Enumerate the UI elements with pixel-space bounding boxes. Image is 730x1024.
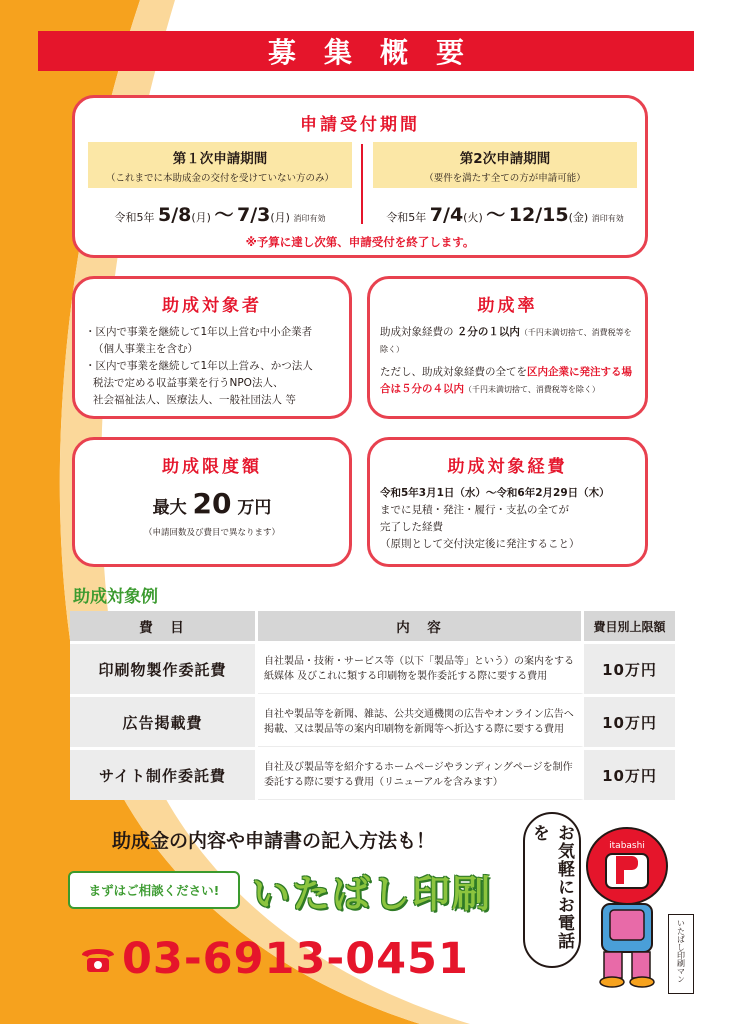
- second-era: 令和5年: [386, 211, 427, 224]
- target-line-5: 社会福祉法人、医療法人、一般社団法人 等: [93, 394, 296, 406]
- limit-unit: 万円: [237, 498, 272, 518]
- second-sep: ～: [486, 204, 506, 226]
- mascot-logo: itabashi: [609, 841, 645, 851]
- examples-header-row: [70, 611, 678, 641]
- rate-p1-c: （千円未満切捨て、消費税等を除く）: [380, 328, 632, 354]
- first-period-dates: [88, 200, 352, 227]
- limit-amount: [75, 487, 349, 520]
- expense-line-2: までに見積・発注・履行・支払の全てが: [380, 504, 569, 516]
- rate-p2-c: （千円未満切捨て、消費税等を除く）: [464, 385, 600, 394]
- second-start: 7/4: [429, 204, 464, 226]
- mascot-illustration: [582, 826, 672, 996]
- limit-prefix: 最大: [152, 498, 187, 518]
- header-category: 費 目: [70, 611, 258, 641]
- page-title: 募集概要: [267, 36, 492, 69]
- bubble-text: お気軽にお電話を: [529, 824, 574, 950]
- second-end-day: (金): [568, 211, 589, 224]
- first-period-header: [88, 142, 352, 188]
- header-content: 内 容: [258, 611, 584, 641]
- second-suffix: 消印有効: [591, 214, 624, 223]
- period-divider: [361, 144, 363, 224]
- call-us-bubble: [523, 812, 581, 968]
- first-end: 7/3: [237, 204, 271, 226]
- mascot-name-tag: [668, 914, 694, 994]
- mascot-name: いたばし印刷マン: [676, 919, 686, 983]
- second-period-heading: 第2次申請期間: [459, 151, 551, 167]
- expense-line-3: 完了した経費: [380, 521, 443, 533]
- row-content: 自社製品・技術・サービス等（以下「製品等」という）の案内をする紙媒体 及びこれに類する印刷物を製作委託する際に要する費用: [258, 641, 584, 694]
- row-amount: 10万円: [584, 747, 678, 800]
- brand-logo-text: いたばし印刷: [252, 872, 493, 916]
- rate-paragraph-1: [380, 324, 635, 358]
- second-period-sub: （要件を満たす全ての方が申請可能）: [424, 173, 586, 184]
- first-start-day: (月): [191, 211, 211, 224]
- limit-title: 助成限度額: [162, 457, 262, 477]
- examples-title: 助成対象例: [73, 587, 158, 607]
- row-content: 自社や製品等を新聞、雑誌、公共交通機関の広告やオンライン広告へ掲載、又は製品等の案内印刷物を新聞等へ折込する際に要する費用: [258, 694, 584, 747]
- rate-p1-b: ２分の１以内: [456, 326, 520, 338]
- second-period-dates: [373, 200, 637, 227]
- target-line-1: ・区内で事業を継続して1年以上営む中小企業者: [85, 326, 313, 338]
- row-category: 印刷物製作委託費: [70, 641, 258, 694]
- rate-p1-a: 助成対象経費の: [380, 326, 457, 338]
- expense-title: 助成対象経費: [447, 457, 568, 477]
- application-period-box: [72, 95, 648, 258]
- first-era: 令和5年: [114, 211, 155, 224]
- rate-paragraph-2: [380, 364, 635, 398]
- period-note: ※予算に達し次第、申請受付を終了します。: [245, 235, 475, 249]
- subsidy-rate-box: [367, 276, 648, 419]
- second-start-day: (火): [463, 211, 483, 224]
- first-period-sub: （これまでに本助成金の交付を受けていない方のみ）: [105, 173, 334, 184]
- row-category: 広告掲載費: [70, 694, 258, 747]
- eligible-applicants-box: [72, 276, 352, 419]
- phone-number[interactable]: 03-6913-0451: [122, 934, 469, 984]
- first-start: 5/8: [158, 204, 192, 226]
- table-row: [70, 694, 678, 747]
- target-body: [85, 324, 339, 409]
- row-category: サイト制作委託費: [70, 747, 258, 800]
- examples-table: [70, 611, 678, 800]
- expense-line-4: （原則として交付決定後に発注すること）: [380, 538, 580, 550]
- first-end-day: (月): [270, 211, 290, 224]
- second-period: [373, 142, 637, 227]
- consult-button[interactable]: まずはご相談ください!: [68, 871, 240, 909]
- table-row: [70, 641, 678, 694]
- rate-p2-b: 区内企業に発注する場合は５分の４以内: [380, 366, 632, 395]
- limit-note: （申請回数及び費目で異なります）: [143, 528, 280, 538]
- expense-line-1: 令和5年3月1日（水）～令和6年2月29日（木）: [380, 487, 610, 499]
- expense-body: [380, 485, 635, 553]
- table-row: [70, 747, 678, 800]
- first-suffix: 消印有効: [293, 214, 326, 223]
- phone-row[interactable]: [78, 934, 469, 984]
- cta-line: 助成金の内容や申請書の記入方法も！: [112, 830, 436, 852]
- target-line-2: （個人事業主を含む）: [93, 343, 198, 355]
- row-amount: 10万円: [584, 641, 678, 694]
- row-amount: 10万円: [584, 694, 678, 747]
- target-title: 助成対象者: [162, 296, 262, 316]
- target-line-4: 税法で定める収益事業を行うNPO法人、: [93, 377, 284, 389]
- page-title-bar: [38, 31, 694, 71]
- period-title: 申請受付期間: [300, 115, 420, 135]
- phone-icon: [78, 943, 118, 975]
- row-content: 自社及び製品等を紹介するホームページやランディングページを制作委託する際に要する費用（リニューアルを含みます）: [258, 747, 584, 800]
- target-line-3: ・区内で事業を継続して1年以上営み、かつ法人: [85, 360, 313, 372]
- limit-number: 20: [192, 487, 232, 520]
- subsidy-limit-box: [72, 437, 352, 567]
- first-period-heading: 第１次申請期間: [172, 151, 268, 167]
- rate-title: 助成率: [477, 296, 538, 316]
- first-sep: ～: [214, 204, 234, 226]
- first-period: [88, 142, 352, 227]
- header-amount: 費目別上限額: [584, 611, 678, 641]
- rate-body: [380, 324, 635, 398]
- eligible-expenses-box: [367, 437, 648, 567]
- second-end: 12/15: [508, 204, 569, 226]
- second-period-header: [373, 142, 637, 188]
- rate-p2-a: ただし、助成対象経費の全てを: [380, 366, 527, 378]
